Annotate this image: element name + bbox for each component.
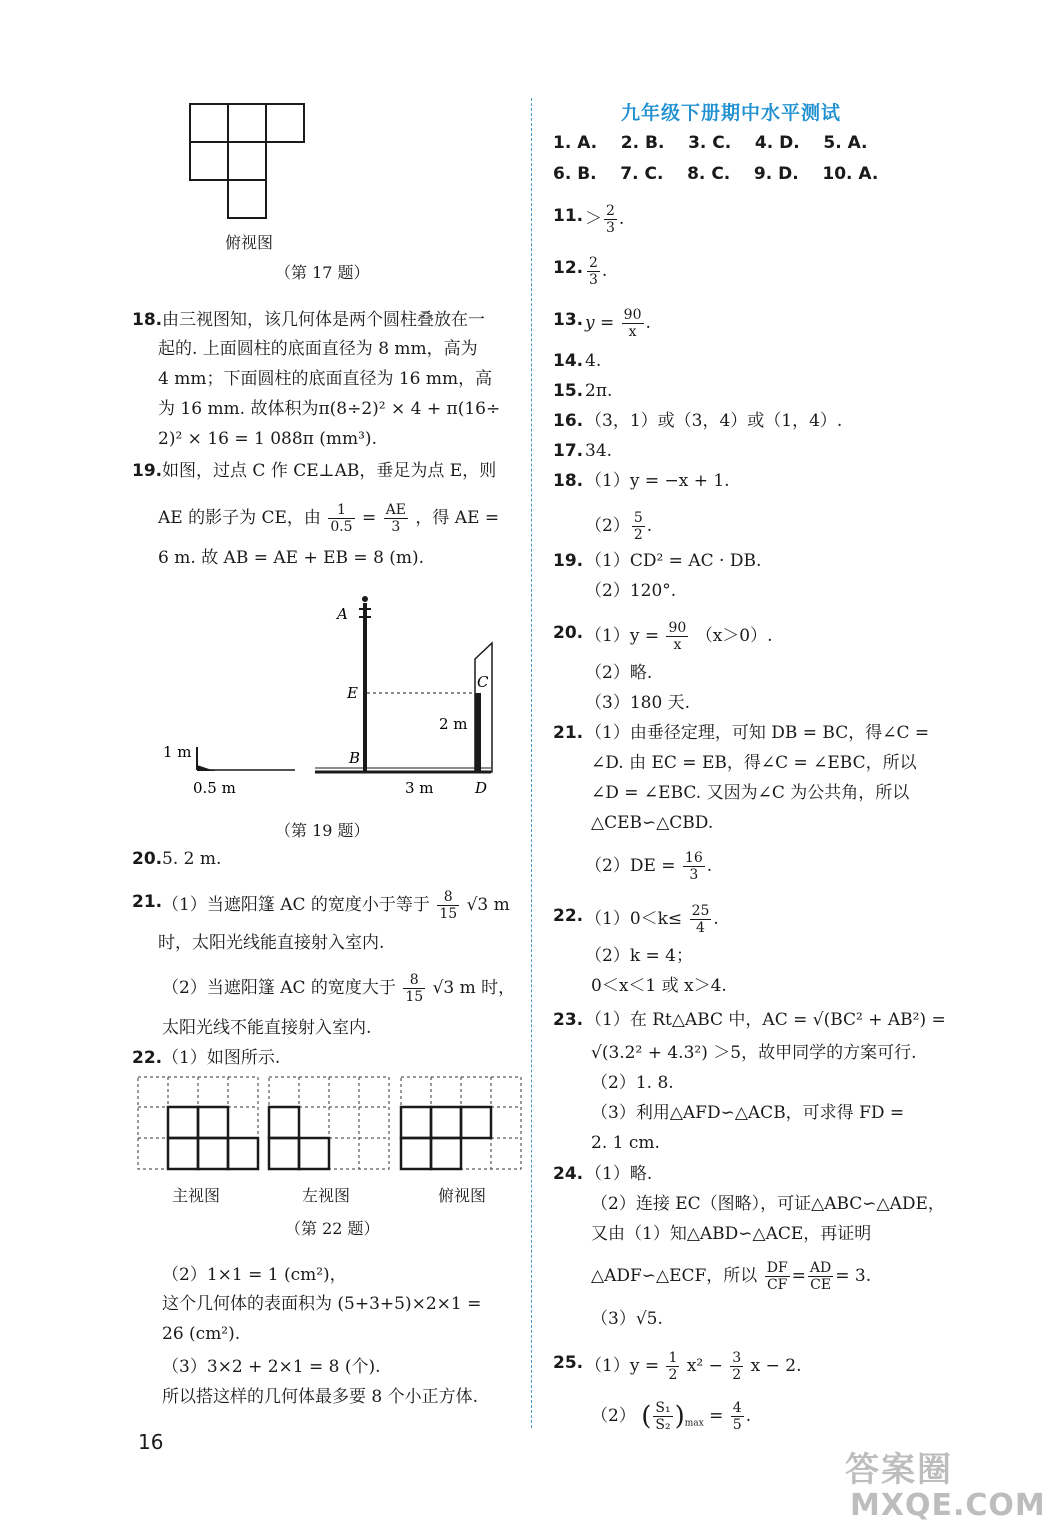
fraction: [730, 1350, 743, 1383]
watermark: 答案圈: [845, 1450, 953, 1490]
label-1m: 1 m: [163, 743, 192, 761]
question-number: 17.: [553, 441, 584, 461]
denominator: 3: [683, 866, 705, 883]
text-line: [585, 1350, 801, 1383]
text-line: 起的. 上面圆柱的底面直径为 8 mm，高为: [158, 339, 478, 359]
text-line: （1）如图所示.: [162, 1048, 281, 1068]
label-2m: 2 m: [439, 715, 468, 733]
denominator: 0.5: [330, 519, 353, 535]
answer-text: 2π.: [585, 381, 613, 401]
denominator: 15: [405, 989, 424, 1005]
fraction: [690, 903, 712, 936]
text-segment: .: [645, 313, 651, 333]
label-E: E: [347, 684, 358, 702]
view-label-front: 主视图: [172, 1186, 221, 1205]
paren-close: ): [674, 1401, 685, 1432]
text-segment: y =: [585, 313, 615, 333]
text-segment: （1）y =: [585, 1356, 660, 1376]
denominator: x: [622, 323, 644, 340]
text-line: （2）1×1 = 1 (cm²)，: [162, 1265, 347, 1285]
answer-text: （3，1）或（3，4）或（1，4）.: [585, 411, 843, 431]
page-number: 16: [138, 1430, 164, 1454]
fraction: [384, 502, 408, 535]
denominator: 3: [606, 220, 615, 236]
answer-text: [585, 255, 607, 288]
unit: m: [493, 895, 510, 915]
numerator: 90: [623, 307, 642, 323]
text-line: 又由（1）知△ABD∽△ACE，再证明: [591, 1224, 872, 1244]
numerator: 1: [337, 502, 346, 518]
text-line: 所以搭这样的几何体最多要 8 个小正方体.: [162, 1387, 479, 1407]
text-line: 26 (cm²).: [162, 1324, 241, 1344]
fig19-caption: （第 19 题）: [275, 821, 370, 840]
fraction: [731, 1400, 744, 1433]
text-line: √(3.2² + 4.3²) ＞5，故甲同学的方案可行.: [591, 1043, 917, 1063]
denominator: 3: [589, 272, 598, 288]
fraction: [587, 255, 600, 288]
subscript: max: [684, 1418, 704, 1429]
fraction: [666, 1350, 679, 1383]
fig22-caption: （第 22 题）: [285, 1219, 380, 1238]
question-number: 19.: [132, 461, 163, 481]
text-line: 太阳光线不能直接射入室内.: [162, 1018, 372, 1038]
question-number: 21.: [132, 892, 163, 912]
text-line: （2）k = 4；: [585, 946, 693, 966]
text-line: （2）1. 8.: [591, 1073, 674, 1093]
text-line: 由三视图知，该几何体是两个圆柱叠放在一: [162, 310, 485, 330]
text-line: 时，太阳光线能直接射入室内.: [158, 933, 385, 953]
numerator: S₁: [655, 1400, 671, 1416]
text-line: （3）180 天.: [585, 693, 691, 713]
numerator: 3: [732, 1350, 742, 1366]
text-segment: （x＞0）.: [695, 626, 773, 646]
text-segment: .: [601, 261, 608, 281]
fig22-three-views: [136, 1075, 526, 1173]
denominator: 4: [690, 919, 712, 936]
answer-text: 34.: [585, 441, 613, 461]
text-line: 4 mm；下面圆柱的底面直径为 16 mm，高: [158, 369, 493, 389]
text-segment: AE 的影子为 CE，由: [158, 508, 321, 528]
answer-text: [585, 307, 651, 340]
text-segment: = 3.: [835, 1266, 872, 1286]
fraction: [765, 1260, 790, 1293]
text-line: （3）利用△AFD∽△ACB，可求得 FD =: [591, 1103, 905, 1123]
question-number: 25.: [553, 1353, 584, 1373]
column-divider: [531, 98, 532, 1428]
text-segment: .: [706, 856, 713, 876]
denominator: 5: [732, 1417, 742, 1433]
view-label-top: 俯视图: [438, 1186, 487, 1205]
text-line: 这个几何体的表面积为 (5+3+5)×2×1 =: [162, 1294, 482, 1314]
numerator: 2: [589, 255, 598, 271]
text-line: [591, 1260, 871, 1293]
text-line: 2)² × 16 = 1 088π (mm³).: [158, 429, 377, 449]
numerator: 16: [684, 850, 703, 866]
equals-sign: =: [362, 508, 377, 528]
unit: m 时，: [459, 978, 516, 998]
numerator: 1: [668, 1350, 678, 1366]
text-line: ∠D = ∠EBC. 又因为∠C 为公共角，所以: [591, 783, 910, 803]
text-line: 如图，过点 C 作 CE⊥AB，垂足为点 E，则: [162, 461, 497, 481]
denominator: CE: [808, 1276, 833, 1293]
question-number: 13.: [553, 310, 584, 330]
radical: √3: [432, 978, 455, 998]
text-segment: （1）当遮阳篷 AC 的宽度小于等于: [162, 895, 430, 915]
text-segment: .: [713, 909, 719, 929]
label-B: B: [349, 749, 361, 767]
text-line: ∠D. 由 EC = EB，得∠C = ∠EBC，所以: [591, 753, 917, 773]
question-number: 18.: [132, 310, 163, 330]
equals-sign: =: [709, 1406, 724, 1426]
numerator: 4: [732, 1400, 742, 1416]
text-line: 0＜x＜1 或 x＞4.: [591, 976, 727, 996]
question-number: 21.: [553, 723, 584, 743]
text-line: 5. 2 m.: [162, 849, 222, 869]
text-segment: .: [618, 209, 625, 229]
fraction: [632, 510, 645, 543]
denominator: S₂: [655, 1417, 671, 1433]
answer-text: 4.: [585, 351, 602, 371]
fraction: [328, 502, 354, 535]
text-line: （1）CD² = AC · DB.: [585, 551, 762, 571]
numerator: AE: [385, 502, 406, 518]
fraction: [604, 203, 617, 236]
text-line: [585, 620, 773, 653]
text-segment: .: [646, 516, 653, 536]
text-line: [158, 502, 499, 535]
text-line: （1）在 Rt△ABC 中，AC = √(BC² + AB²) =: [585, 1010, 946, 1030]
denominator: CF: [765, 1276, 790, 1293]
text-line: （3）3×2 + 2×1 = 8 (个).: [162, 1357, 381, 1377]
fraction: [403, 972, 425, 1005]
fig17-view-label: 俯视图: [225, 233, 274, 252]
denominator: 2: [633, 527, 643, 543]
text-line: （2）120°.: [585, 581, 677, 601]
text-segment: △ADF∽△ECF，所以: [591, 1266, 758, 1286]
fraction: [666, 620, 688, 653]
label-C: C: [477, 673, 489, 691]
text-line: △CEB∽△CBD.: [591, 813, 714, 833]
text-line: （2）连接 EC（图略），可证△ABC∽△ADE，: [591, 1194, 945, 1214]
denominator: 2: [732, 1367, 742, 1383]
fraction: [653, 1400, 672, 1433]
text-line: 2. 1 cm.: [591, 1133, 660, 1153]
question-number: 22.: [553, 906, 584, 926]
text-line: [162, 972, 515, 1005]
denominator: 2: [668, 1367, 678, 1383]
text-line: [162, 889, 510, 922]
text-segment: ＞: [585, 209, 602, 229]
text-segment: x − 2.: [750, 1356, 802, 1376]
fraction: [808, 1260, 833, 1293]
section-title: 九年级下册期中水平测试: [621, 102, 842, 124]
question-number: 24.: [553, 1164, 584, 1184]
paren-open: (: [641, 1401, 652, 1432]
text-segment: （2）当遮阳篷 AC 的宽度大于: [162, 978, 396, 998]
question-number: 14.: [553, 351, 584, 371]
denominator: 15: [439, 906, 458, 922]
choice-answers-row-2: 6. B. 7. C. 8. C. 9. D. 10. A.: [553, 164, 879, 184]
fig19-diagram: [155, 575, 515, 805]
text-line: （2）略.: [585, 663, 653, 683]
question-number: 16.: [553, 411, 584, 431]
numerator: 8: [443, 889, 453, 905]
text-line: [591, 1400, 751, 1436]
text-segment: .: [745, 1406, 752, 1426]
text-segment: （1）0＜k≤: [585, 909, 683, 929]
text-segment: ，得 AE =: [415, 508, 500, 528]
view-label-left: 左视图: [302, 1186, 351, 1205]
fig17-caption: （第 17 题）: [275, 263, 370, 282]
numerator: DF: [766, 1260, 788, 1276]
label-A: A: [337, 605, 348, 623]
radical: √3: [466, 895, 489, 915]
fig17-top-view: [188, 102, 308, 220]
numerator: 5: [633, 510, 643, 526]
text-segment: （2）: [585, 516, 630, 536]
fraction: [683, 850, 705, 883]
text-segment: x² −: [686, 1356, 723, 1376]
text-line: （3）√5.: [591, 1309, 663, 1329]
question-number: 23.: [553, 1010, 584, 1030]
numerator: 8: [409, 972, 419, 988]
question-number: 20.: [132, 849, 163, 869]
label-D: D: [475, 779, 488, 797]
question-number: 15.: [553, 381, 584, 401]
question-number: 18.: [553, 471, 584, 491]
text-line: [585, 510, 652, 543]
fraction: [437, 889, 459, 922]
question-number: 20.: [553, 623, 584, 643]
numerator: 2: [606, 203, 615, 219]
text-line: [585, 903, 719, 936]
answer-text: [585, 203, 624, 236]
question-number: 11.: [553, 206, 584, 226]
choice-answers-row-1: 1. A. 2. B. 3. C. 4. D. 5. A.: [553, 133, 868, 153]
text-segment: （2）DE =: [585, 856, 676, 876]
text-line: 6 m. 故 AB = AE + EB = 8 (m).: [158, 548, 425, 568]
text-line: [585, 850, 712, 883]
numerator: 90: [668, 620, 687, 636]
label-3m: 3 m: [405, 779, 434, 797]
numerator: AD: [809, 1260, 832, 1276]
text-segment: （1）y =: [585, 626, 660, 646]
text-line: （1）y = −x + 1.: [585, 471, 730, 491]
question-number: 19.: [553, 551, 584, 571]
text-line: （1）略.: [585, 1164, 653, 1184]
equals-sign: =: [791, 1266, 806, 1286]
label-0-5m: 0.5 m: [193, 779, 236, 797]
text-line: （1）由垂径定理，可知 DB = BC，得∠C =: [585, 723, 930, 743]
denominator: x: [666, 636, 688, 653]
question-number: 22.: [132, 1048, 163, 1068]
text-line: 为 16 mm. 故体积为π(8÷2)² × 4 + π(16÷: [158, 399, 501, 419]
numerator: 25: [691, 903, 710, 919]
fraction: [622, 307, 644, 340]
watermark-url: MXQE.COM: [850, 1488, 1046, 1523]
question-number: 12.: [553, 258, 584, 278]
denominator: 3: [384, 518, 408, 535]
text-segment: （2）: [591, 1406, 636, 1426]
